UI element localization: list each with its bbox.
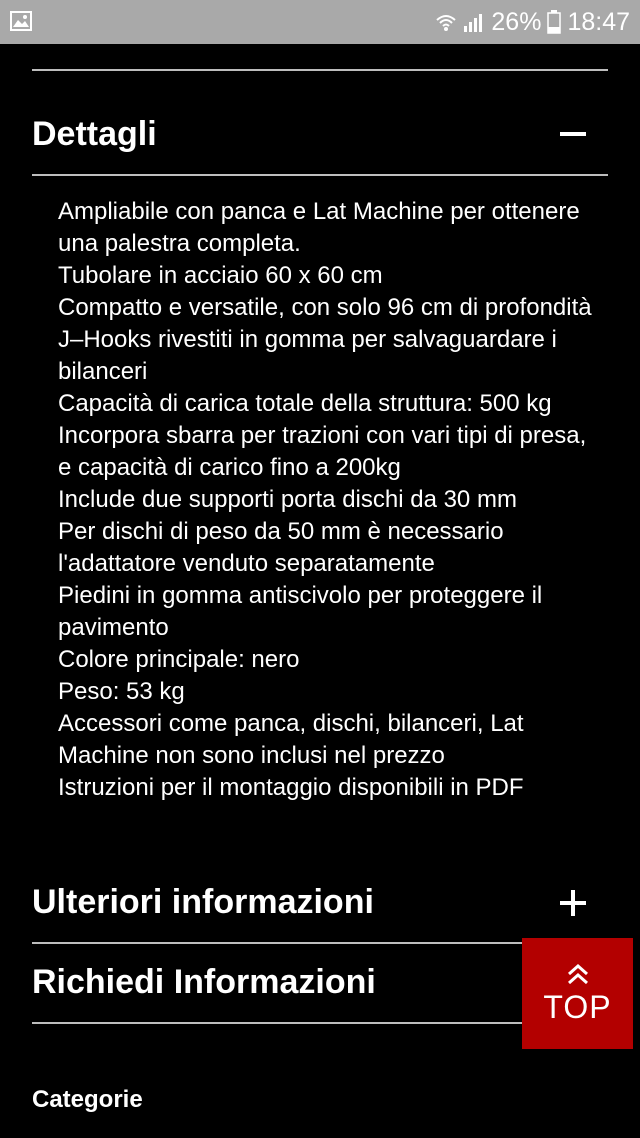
wifi-icon	[435, 11, 457, 33]
details-title: Dettagli	[32, 115, 157, 153]
request-info-title: Richiedi Informazioni	[32, 963, 376, 1001]
list-item: Per dischi di peso da 50 mm è necessario l'adattatore venduto separatamente	[58, 518, 504, 577]
double-chevron-up-icon	[566, 963, 590, 990]
list-item: Ampliabile con panca e Lat Machine per ottenere una palestra completa.	[58, 198, 580, 257]
list-item: Piedini in gomma antiscivolo per proteggere il pavimento	[58, 582, 543, 641]
list-item: Colore principale: nero	[58, 646, 300, 673]
list-item: J–Hooks rivestiti in gomma per salvaguardare i bilanceri	[58, 326, 557, 385]
minus-icon[interactable]	[560, 121, 586, 152]
list-item: Compatto e versatile, con solo 96 cm di profondità	[58, 294, 592, 321]
top-label: TOP	[543, 989, 612, 1025]
list-item: Tubolare in acciaio 60 x 60 cm	[58, 262, 383, 289]
list-item: Peso: 53 kg	[58, 678, 185, 705]
list-item: Istruzioni per il montaggio disponibili in PDF	[58, 774, 524, 801]
more-info-title: Ulteriori informazioni	[32, 883, 374, 921]
categories-title: Categorie	[32, 1086, 143, 1113]
signal-icon	[463, 11, 485, 33]
divider	[32, 69, 608, 71]
battery-icon	[547, 10, 561, 34]
details-list	[58, 196, 598, 804]
battery-percent: 26%	[491, 7, 542, 36]
image-icon	[10, 11, 32, 36]
status-bar-right	[435, 0, 630, 44]
list-item: Accessori come panca, dischi, bilanceri, Lat Machine non sono inclusi nel prezzo	[58, 710, 524, 769]
list-item: Incorpora sbarra per trazioni con vari tipi di presa, e capacità di carico fino a 200kg	[58, 422, 587, 481]
list-item: Capacità di carica totale della struttura: 500 kg	[58, 390, 552, 417]
divider	[32, 174, 608, 176]
plus-icon[interactable]	[560, 890, 586, 921]
back-to-top-button[interactable]	[522, 938, 633, 1049]
status-bar	[0, 0, 640, 44]
list-item: Include due supporti porta dischi da 30 mm	[58, 486, 517, 513]
clock: 18:47	[567, 7, 630, 36]
